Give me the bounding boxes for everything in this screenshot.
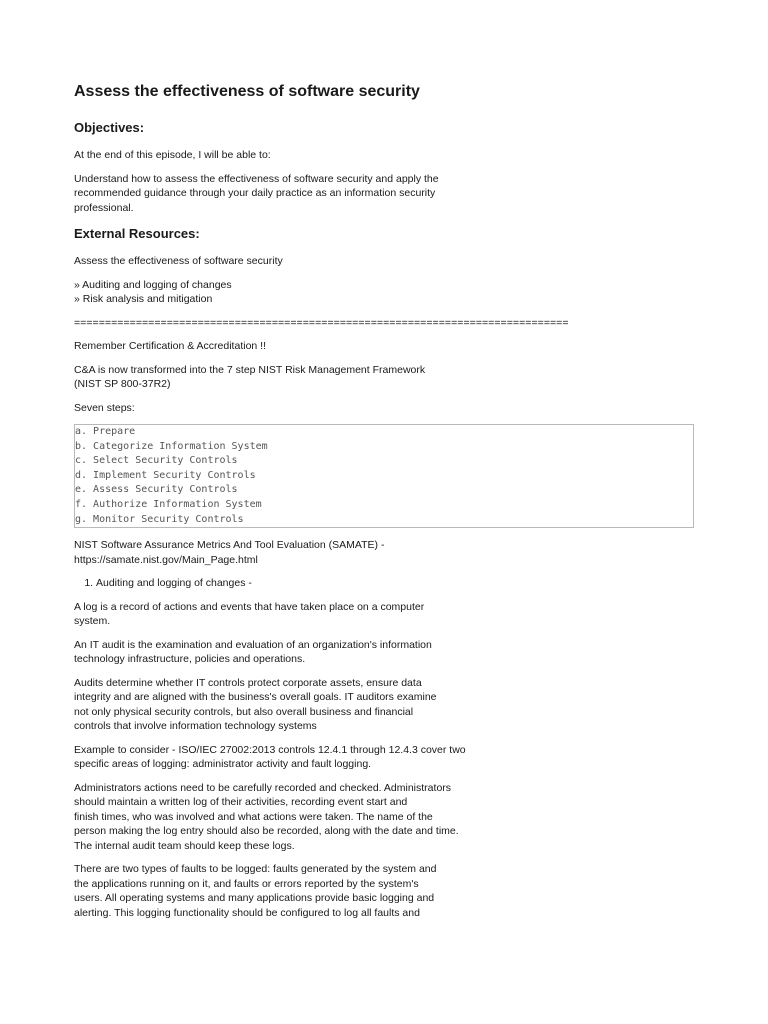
faults-paragraph: There are two types of faults to be logged: faults generated by the system and the applications running on it, and faults or errors reported by the system's users. All operating systems and many applications provide basic logging and alerting. This logging functionality should be configured to log all faults and <box>74 863 437 919</box>
external-resources-heading: External Resources: <box>74 226 200 241</box>
step-line: d. Implement Security Controls <box>75 469 256 481</box>
audits-determine-paragraph: Audits determine whether IT controls protect corporate assets, ensure data integrity and are aligned with the business's overall goals. IT auditors examine not only physical security controls, but also overall business and financial controls that involve information technology systems <box>74 676 437 733</box>
samate-reference[interactable]: NIST Software Assurance Metrics And Tool Evaluation (SAMATE) - https://samate.nist.gov/Main_Page.html <box>74 539 385 566</box>
step-line: c. Select Security Controls <box>75 455 238 467</box>
step-line: b. Categorize Information System <box>75 440 268 452</box>
it-audit-paragraph: An IT audit is the examination and evaluation of an organization's information technology infrastructure, policies and operations. <box>74 638 432 666</box>
objectives-heading: Objectives: <box>74 120 145 135</box>
list-item: 1. Auditing and logging of changes - <box>96 576 694 591</box>
steps-code-block <box>74 424 694 528</box>
example-paragraph: Example to consider - ISO/IEC 27002:2013 controls 12.4.1 through 12.4.3 cover two specific areas of logging: administrator activity and fault logging. <box>74 743 466 771</box>
cna-paragraph: C&A is now transformed into the 7 step NIST Risk Management Framework (NIST SP 800-37R2) <box>74 363 426 390</box>
document-title: Assess the effectiveness of software security <box>74 83 420 100</box>
external-resource-title: Assess the effectiveness of software security <box>74 255 283 267</box>
objectives-intro: At the end of this episode, I will be able to: <box>74 149 271 161</box>
step-line: g. Monitor Security Controls <box>75 513 244 525</box>
step-line: f. Authorize Information System <box>75 498 262 510</box>
external-resource-links[interactable]: » Auditing and logging of changes » Risk analysis and mitigation <box>74 278 232 305</box>
step-line: e. Assess Security Controls <box>75 484 238 496</box>
divider-line: ================================================================================ <box>74 316 569 329</box>
seven-steps-label: Seven steps: <box>74 401 135 414</box>
step-line: a. Prepare <box>75 426 136 437</box>
objectives-goal: Understand how to assess the effectiveness of software security and apply the recommended guidance through your daily practice as an information security professional. <box>74 172 439 214</box>
numbered-list <box>74 576 694 591</box>
document-page <box>74 80 694 929</box>
log-definition-paragraph: A log is a record of actions and events that have taken place on a computer system. <box>74 600 425 628</box>
admin-actions-paragraph: Administrators actions need to be carefully recorded and checked. Administrators should maintain a written log of their activities, recording event start and finish times, who was involved and what actions were taken. The name of the person making the log entry should also be recorded, along with the date and time. The internal audit team should keep these logs. <box>74 781 459 852</box>
remember-note: Remember Certification & Accreditation !! <box>74 340 266 352</box>
